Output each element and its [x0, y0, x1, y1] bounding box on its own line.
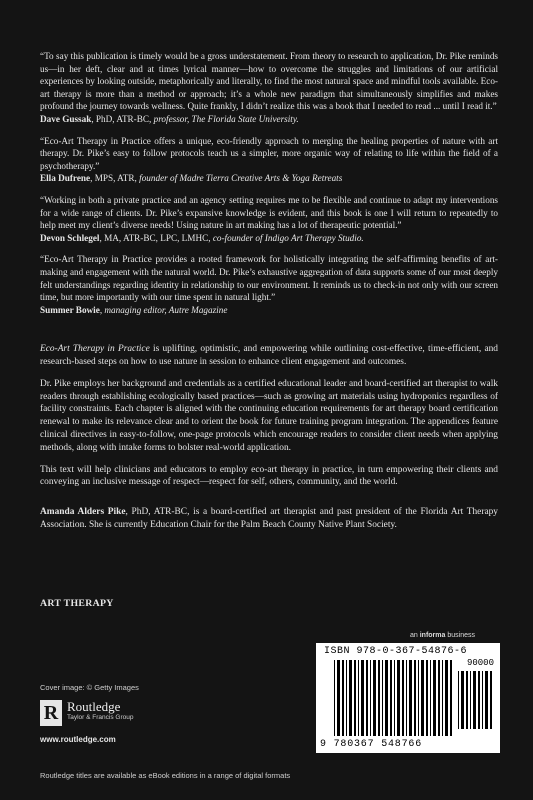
quote-1: [40, 50, 498, 126]
barcode-bars: [334, 660, 452, 736]
quote-4: [40, 253, 498, 316]
book-description: [40, 343, 498, 489]
quote-attribution: Summer Bowie, managing editor, Autre Magazine: [40, 304, 228, 315]
publisher-group: Taylor & Francis Group: [67, 714, 134, 721]
ean-number: 9 780367 548766: [320, 739, 423, 750]
routledge-logo-icon: R: [40, 700, 62, 726]
publisher-name: Routledge: [67, 699, 121, 714]
quote-attribution: Devon Schlegel, MA, ATR-BC, LPC, LMHC, co-founder of Indigo Art Therapy Studio.: [40, 232, 364, 243]
quote-attribution: Ella Dufrene, MPS, ATR, founder of Madre Tierra Creative Arts & Yoga Retreats: [40, 173, 343, 184]
back-cover-text: [40, 50, 498, 541]
addon-barcode-bars: [458, 671, 494, 729]
quote-attribution: Dave Gussak, PhD, ATR-BC, professor, The Florida State University.: [40, 113, 299, 124]
quote-text: “To say this publication is timely would be a gross understatement. From theory to research to application, Dr. Pike reminds us—in her deft, clear and at times lyrical manner—how to overcome the struggles and limitations of our artificial experiences by looking outside, metaphorically and literally, to find the most natural space and mindful tools available. Eco-art therapy is more than a method or approach; it’s a whole new paradigm that simultaneously simplifies and makes profound the journey towards wellness. Quite frankly, I didn’t realize this was a book that I needed to read ... until I read it.”: [40, 51, 498, 112]
subject-category: ART THERAPY: [40, 598, 114, 609]
quote-text: “Eco-Art Therapy in Practice offers a unique, eco-friendly approach to merging the healing properties of nature with art therapy. Dr. Pike’s easy to follow protocols teach us a simpler, more organic way of relating to life within the field of a psychotherapy.”: [40, 135, 498, 171]
informa-tagline: an informa business: [410, 632, 475, 639]
quote-2: [40, 135, 498, 185]
description-paragraph: Eco-Art Therapy in Practice is uplifting, optimistic, and empowering while outlining cost-effective, time-efficient, and research-based steps on how to use nature in session to enhance client engagement and outcomes.: [40, 344, 498, 368]
description-paragraph: This text will help clinicians and educators to employ eco-art therapy in practice, in turn empowering their clients and conveying an inclusive message of respect—respect for self, others, community, and the world.: [40, 464, 498, 488]
author-bio: Amanda Alders Pike, PhD, ATR-BC, is a board-certified art therapist and past president of the Florida Art Therapy Association. She is currently Education Chair for the Palm Beach County Native Plant Society.: [40, 507, 498, 531]
publisher-url: www.routledge.com: [40, 735, 116, 744]
cover-image-credit: Cover image: © Getty Images: [40, 683, 139, 692]
ebook-note: Routledge titles are available as eBook editions in a range of digital formats: [40, 771, 291, 780]
price-code: 90000: [466, 658, 494, 668]
quote-3: [40, 194, 498, 244]
isbn-label: ISBN 978-0-367-54876-6: [324, 646, 468, 657]
description-paragraph: Dr. Pike employs her background and credentials as a certified educational leader and board-certified art therapist to walk readers through establishing ecologically based practices—such as growing art materials using hydroponics regardless of facility constraints. Each chapter is aligned with the continuing education requirements for art therapy board certification renewal to make its relevance clear and to orient the book for future training program integration. The appendices feature clinical directives in easy-to-follow, one-page protocols which encourage readers to consider client needs when applying methods, along with intake forms to bolster real-world application.: [40, 378, 498, 453]
publisher-logo: [40, 700, 133, 726]
isbn-barcode: [316, 643, 500, 753]
quote-text: “Working in both a private practice and an agency setting requires me to be flexible and continue to adapt my interventions for a wide range of clients. Dr. Pike’s expansive knowledge is evident, and this book is one I will return to repeatedly to help meet my client’s diverse needs! Using nature in art making has a lot of therapeutic potential.”: [40, 194, 498, 231]
endorsement-quotes: [40, 50, 498, 316]
quote-text: “Eco-Art Therapy in Practice provides a rooted framework for holistically integrating the self-affirming benefits of art-making and engagement with the natural world. Dr. Pike’s exhaustive aggregation of data supports some of our most deeply felt understandings regarding identity in relationship to our environment. It reminds us to check-in not only with our screen time, but more importantly with our time spent in natural light.”: [40, 254, 498, 303]
